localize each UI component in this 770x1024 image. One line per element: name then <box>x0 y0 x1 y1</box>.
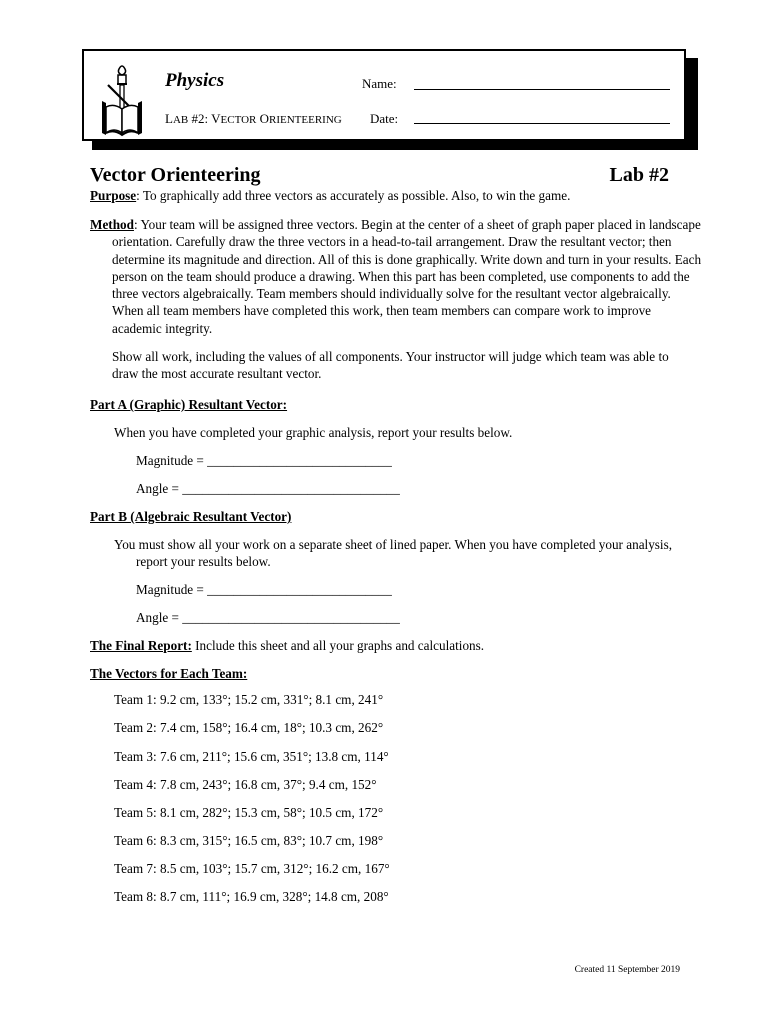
page-title: Vector Orienteering <box>90 164 261 186</box>
purpose-text: : To graphically add three vectors as accurately as possible. Also, to win the game. <box>136 188 571 203</box>
team-vectors-row: Team 5: 8.1 cm, 282°; 15.3 cm, 58°; 10.5 cm, 172° <box>114 805 384 820</box>
name-label: Name: <box>362 76 397 91</box>
vectors-heading: The Vectors for Each Team: <box>90 666 248 681</box>
part-b-angle: Angle = _________________________________ <box>136 610 400 625</box>
team-vectors-row: Team 8: 8.7 cm, 111°; 16.9 cm, 328°; 14.8 cm, 208° <box>114 889 389 904</box>
method-text: : Your team will be assigned three vectors. Begin at the center of a sheet of graph paper placed in landscape orientation. Carefully draw the three vectors in a head-to-tail arrangement. Draw the resultant vector; then determine its magnitude and direction. All of this is done graphically. Write down and turn in your results. Each person on the team should produce a drawing. When this part has been completed, use components to add the three vectors algebraically. Team members should individually solve for the resultant vector algebraically. When all team members have completed this work, then team members can compare work to improve academic integrity. <box>112 217 702 336</box>
part-b-magnitude: Magnitude = ____________________________ <box>136 582 392 597</box>
part-a-angle: Angle = _________________________________ <box>136 481 400 496</box>
team-vectors-row: Team 4: 7.8 cm, 243°; 16.8 cm, 37°; 9.4 cm, 152° <box>114 777 377 792</box>
lab-subtitle: LAB #2: VECTOR ORIENTEERING <box>165 111 342 126</box>
final-report-label: The Final Report: <box>90 638 192 653</box>
torch-book-icon <box>100 63 144 139</box>
team-vectors-row: Team 3: 7.6 cm, 211°; 15.6 cm, 351°; 13.8 cm, 114° <box>114 749 389 764</box>
purpose-paragraph <box>90 187 690 204</box>
lab-number: Lab #2 <box>609 164 669 186</box>
team-vectors-row: Team 7: 8.5 cm, 103°; 15.7 cm, 312°; 16.2 cm, 167° <box>114 861 390 876</box>
header-box <box>82 49 686 141</box>
date-label: Date: <box>370 111 399 126</box>
method-label: Method <box>90 217 134 232</box>
final-report-text: Include this sheet and all your graphs and calculations. <box>191 638 485 653</box>
part-a-intro: When you have completed your graphic analysis, report your results below. <box>114 425 513 440</box>
date-field[interactable] <box>414 123 670 124</box>
course-title: Physics <box>165 70 225 91</box>
part-b-intro: You must show all your work on a separate sheet of lined paper. When you have completed your analysis, report your results below. <box>114 537 673 570</box>
footer-created-date: Created 11 September 2019 <box>574 965 680 975</box>
team-vectors-row: Team 1: 9.2 cm, 133°; 15.2 cm, 331°; 8.1 cm, 241° <box>114 692 384 707</box>
part-a-heading: Part A (Graphic) Resultant Vector: <box>90 397 288 412</box>
team-vectors-row: Team 2: 7.4 cm, 158°; 16.4 cm, 18°; 10.3 cm, 262° <box>114 720 384 735</box>
final-report-paragraph <box>90 637 690 654</box>
team-vectors-row: Team 6: 8.3 cm, 315°; 16.5 cm, 83°; 10.7 cm, 198° <box>114 833 384 848</box>
name-field[interactable] <box>414 89 670 90</box>
method-paragraph <box>90 216 704 337</box>
show-work-paragraph: Show all work, including the values of all components. Your instructor will judge which team was able to draw the most accurate resultant vector. <box>112 349 669 382</box>
part-a-magnitude: Magnitude = ____________________________ <box>136 453 392 468</box>
part-b-heading: Part B (Algebraic Resultant Vector) <box>90 509 292 524</box>
purpose-label: Purpose <box>90 188 137 203</box>
